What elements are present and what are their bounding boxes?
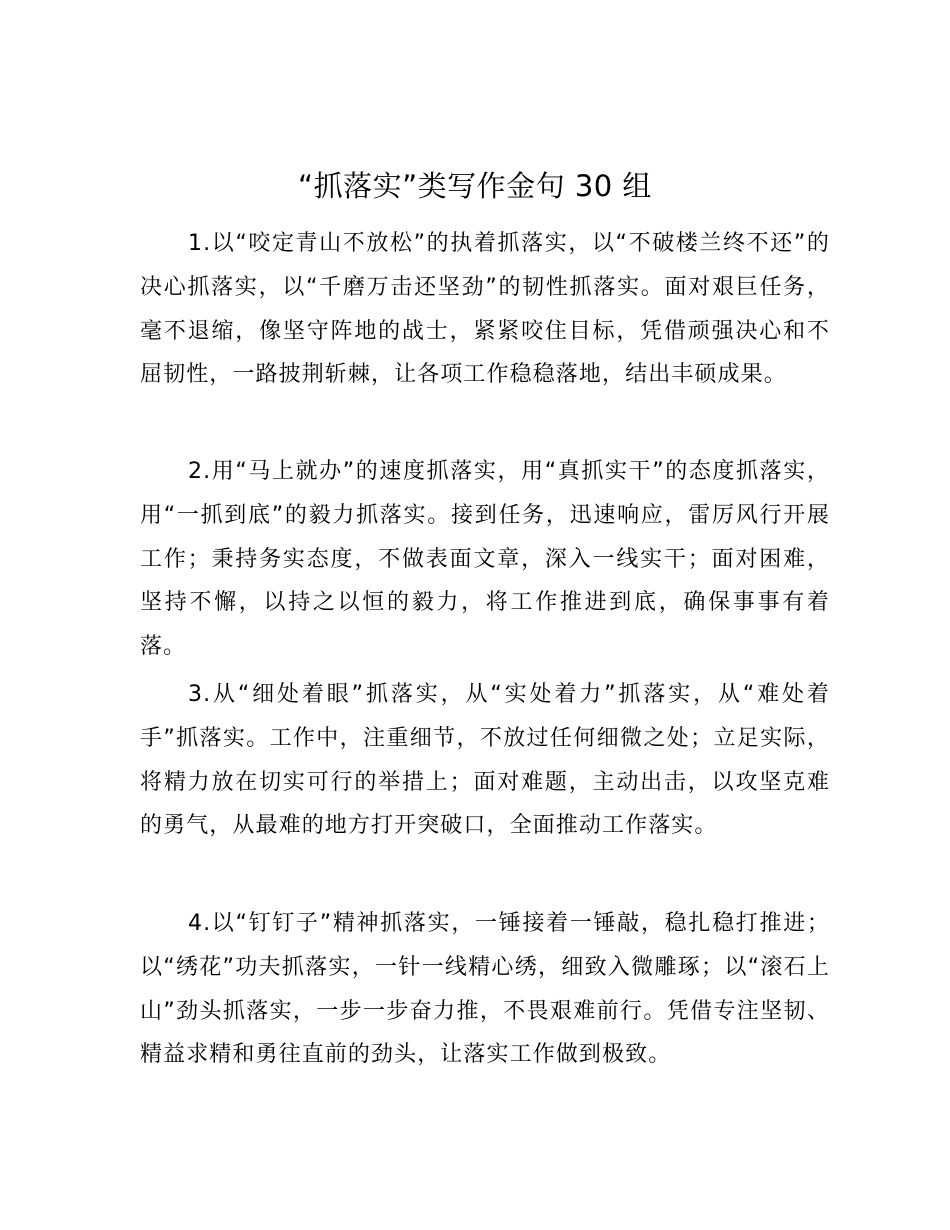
paragraph-3: 3.从“细处着眼”抓落实，从“实处着力”抓落实，从“难处着手”抓落实。工作中，注重细节，不放过任何细微之处；立足实际，将精力放在切实可行的举措上；面对难题，主动出击，以攻坚克难的勇气，从最难的地方打开突破口，全面推动工作落实。 xyxy=(140,682,830,839)
paragraph-4: 4.以“钉钉子”精神抓落实，一锤接着一锤敲，稳扎稳打推进；以“绣花”功夫抓落实，一针一线精心绣，细致入微雕琢；以“滚石上山”劲头抓落实，一步一步奋力推，不畏艰难前行。凭借专注坚韧、精益求精和勇往直前的劲头，让落实工作做到极致。 xyxy=(140,911,830,1068)
paragraph-2: 2.用“马上就办”的速度抓落实，用“真抓实干”的态度抓落实，用“一抓到底”的毅力抓落实。接到任务，迅速响应，雷厉风行开展工作；秉持务实态度，不做表面文章，深入一线实干；面对困难，坚持不懈，以持之以恒的毅力，将工作推进到底，确保事事有着落。 xyxy=(140,459,830,660)
paragraph-1: 1.以“咬定青山不放松”的执着抓落实，以“不破楼兰终不还”的决心抓落实，以“千磨万击还坚劲”的韧性抓落实。面对艰巨任务，毫不退缩，像坚守阵地的战士，紧紧咬住目标，凭借顽强决心和不屈韧性，一路披荆斩棘，让各项工作稳稳落地，结出丰硕成果。 xyxy=(140,231,830,388)
document-title: “抓落实”类写作金句 30 组 xyxy=(298,169,652,203)
